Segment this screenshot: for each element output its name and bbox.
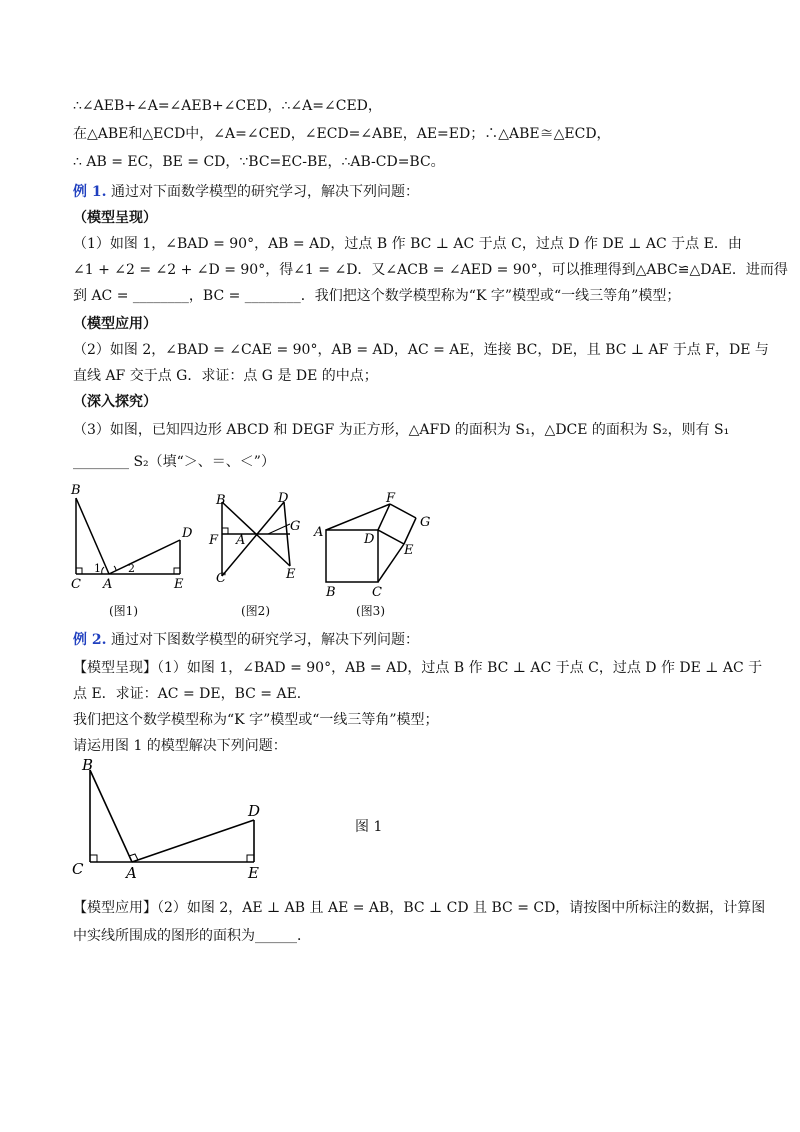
example-1-intro: 通过对下面数学模型的研究学习，解决下列问题： xyxy=(110,184,419,200)
figure-2 xyxy=(206,488,311,588)
q1-line-a: 【模型呈现】（1）如图 1，∠BAD = 90°，AB = AD，过点 B 作 BC ⊥ AC 于点 C，过点 D 作 DE ⊥ AC 于 xyxy=(73,660,763,676)
part-2-line-b: 直线 AF 交于点 G．求证：点 G 是 DE 的中点； xyxy=(73,368,378,384)
section-model-present: （模型呈现） xyxy=(73,210,157,226)
large-label-A: A xyxy=(126,864,137,882)
q1-line-c: 我们把这个数学模型称为“K 字”模型或“一线三等角”模型； xyxy=(73,712,439,728)
example-2-heading xyxy=(73,630,419,650)
fig3-label-B: B xyxy=(326,585,336,600)
part-3-line-a: （3）如图，已知四边形 ABCD 和 DEGF 为正方形，△AFD 的面积为 S₁，△DCE 的面积为 S₂，则有 S₁ xyxy=(73,422,730,438)
q2-line-b: 中实线所围成的图形的面积为______． xyxy=(73,928,311,944)
figure-1-label: 图 1 xyxy=(355,819,383,835)
large-label-E: E xyxy=(248,864,259,882)
label-angle-1: 1 xyxy=(94,562,101,575)
part-1-line-b: ∠1 + ∠2 = ∠2 + ∠D = 90°，得∠1 = ∠D．又∠ACB = ∠AED = 90°，可以推理得到△ABC≌△DAE．进而得 xyxy=(73,262,788,278)
figure-1-large xyxy=(68,752,278,882)
fig2-label-B: B xyxy=(216,493,226,508)
figure-1-small xyxy=(66,478,196,593)
fig2-label-D: D xyxy=(278,491,289,506)
fig2-label-C: C xyxy=(216,571,226,586)
part-1-line-c: 到 AC = ________，BC = ________．我们把这个数学模型称为“K 字”模型或“一线三等角”模型； xyxy=(73,288,681,304)
figure-3 xyxy=(312,488,442,600)
fig3-label-A: A xyxy=(314,525,324,540)
fig2-label-A: A xyxy=(236,533,246,548)
label-B: B xyxy=(71,483,81,498)
label-E: E xyxy=(174,577,184,592)
large-label-B: B xyxy=(82,756,94,774)
fig3-label-F: F xyxy=(386,491,396,506)
section-deep-explore: （深入探究） xyxy=(73,394,157,410)
q1-line-d: 请运用图 1 的模型解决下列问题： xyxy=(73,738,287,754)
fig3-label-G: G xyxy=(420,515,431,530)
example-2-intro: 通过对下图数学模型的研究学习，解决下列问题： xyxy=(110,632,419,648)
label-A: A xyxy=(103,577,113,592)
fig3-label-D: D xyxy=(364,532,375,547)
part-2-line-a: （2）如图 2，∠BAD = ∠CAE = 90°，AB = AD，AC = AE，连接 BC，DE，且 BC ⊥ AF 于点 F，DE 与 xyxy=(73,342,769,358)
fig3-label-C: C xyxy=(372,585,382,600)
q1-line-b: 点 E．求证：AC = DE，BC = AE． xyxy=(73,686,311,702)
section-model-apply: （模型应用） xyxy=(73,316,157,332)
example-1-heading xyxy=(73,182,419,202)
figure-1-caption: (图1) xyxy=(109,604,138,618)
part-3-line-b: ________ S₂（填“＞、＝、＜”） xyxy=(73,454,275,470)
fig2-label-G: G xyxy=(290,519,301,534)
proof-line-1: ∴∠AEB+∠A=∠AEB+∠CED，∴∠A=∠CED， xyxy=(73,98,382,114)
proof-line-3: ∴ AB = EC，BE = CD，∵BC=EC-BE，∴AB-CD=BC。 xyxy=(73,154,445,170)
large-label-C: C xyxy=(72,860,84,878)
example-2-label: 例 2. xyxy=(73,632,107,648)
proof-line-2: 在△ABE和△ECD中，∠A=∠CED，∠ECD=∠ABE，AE=ED；∴△ABE≅△ECD， xyxy=(73,126,611,142)
label-angle-2: 2 xyxy=(128,562,135,575)
label-C: C xyxy=(71,577,81,592)
q2-line-a: 【模型应用】（2）如图 2，AE ⊥ AB 且 AE = AB，BC ⊥ CD 且 BC = CD，请按图中所标注的数据，计算图 xyxy=(73,900,766,916)
part-1-line-a: （1）如图 1，∠BAD = 90°，AB = AD，过点 B 作 BC ⊥ AC 于点 C，过点 D 作 DE ⊥ AC 于点 E．由 xyxy=(73,236,742,252)
fig2-label-E: E xyxy=(286,567,296,582)
fig2-label-F: F xyxy=(209,533,219,548)
fig3-label-E: E xyxy=(404,543,414,558)
large-label-D: D xyxy=(248,802,261,820)
figure-2-caption: (图2) xyxy=(241,604,270,618)
example-1-label: 例 1. xyxy=(73,184,107,200)
label-D: D xyxy=(182,526,193,541)
figure-3-caption: (图3) xyxy=(356,604,385,618)
